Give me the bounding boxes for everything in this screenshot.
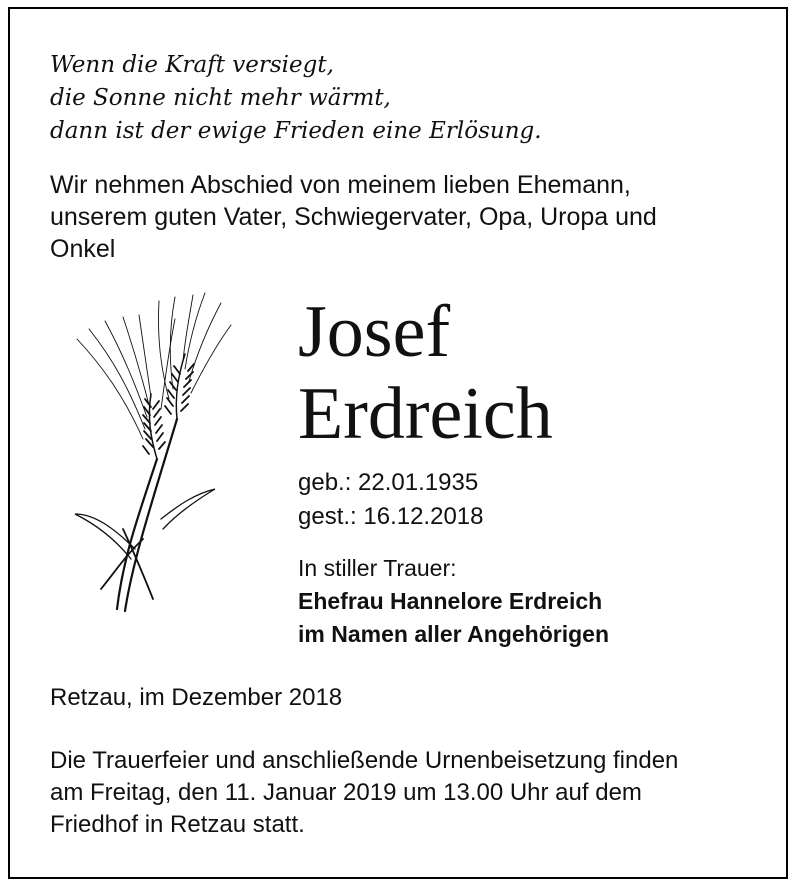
birth-date: geb.: 22.01.1935 <box>298 469 479 496</box>
service-line: Die Trauerfeier und anschließende Urnenbeisetzung finden <box>50 747 679 774</box>
poem <box>50 49 542 148</box>
poem-line: dann ist der ewige Frieden eine Erlösung. <box>50 118 542 144</box>
intro-line: unserem guten Vater, Schwiegervater, Opa, Uropa und <box>50 203 657 231</box>
mourners-block <box>298 552 609 651</box>
mourner-family: im Namen aller Angehörigen <box>298 621 609 647</box>
life-dates <box>298 466 483 534</box>
death-date: gest.: 16.12.2018 <box>298 503 484 530</box>
intro-text <box>50 169 770 265</box>
mourner-spouse: Ehefrau Hannelore Erdreich <box>298 588 603 614</box>
deceased-name <box>298 291 553 455</box>
intro-line: Onkel <box>50 235 116 263</box>
first-name: Josef <box>298 291 451 373</box>
place-date: Retzau, im Dezember 2018 <box>50 684 343 711</box>
service-line: am Freitag, den 11. Januar 2019 um 13.00 Uhr auf dem <box>50 779 642 806</box>
last-name: Erdreich <box>298 373 553 455</box>
wheat-ears-icon <box>65 289 235 629</box>
poem-line: Wenn die Kraft versiegt, <box>50 52 334 78</box>
mourners-intro: In stiller Trauer: <box>298 555 457 581</box>
poem-line: die Sonne nicht mehr wärmt, <box>50 85 391 111</box>
obituary-frame <box>8 7 788 879</box>
service-line: Friedhof in Retzau statt. <box>50 811 305 838</box>
service-info <box>50 745 678 841</box>
intro-line: Wir nehmen Abschied von meinem lieben Ehemann, <box>50 171 631 199</box>
